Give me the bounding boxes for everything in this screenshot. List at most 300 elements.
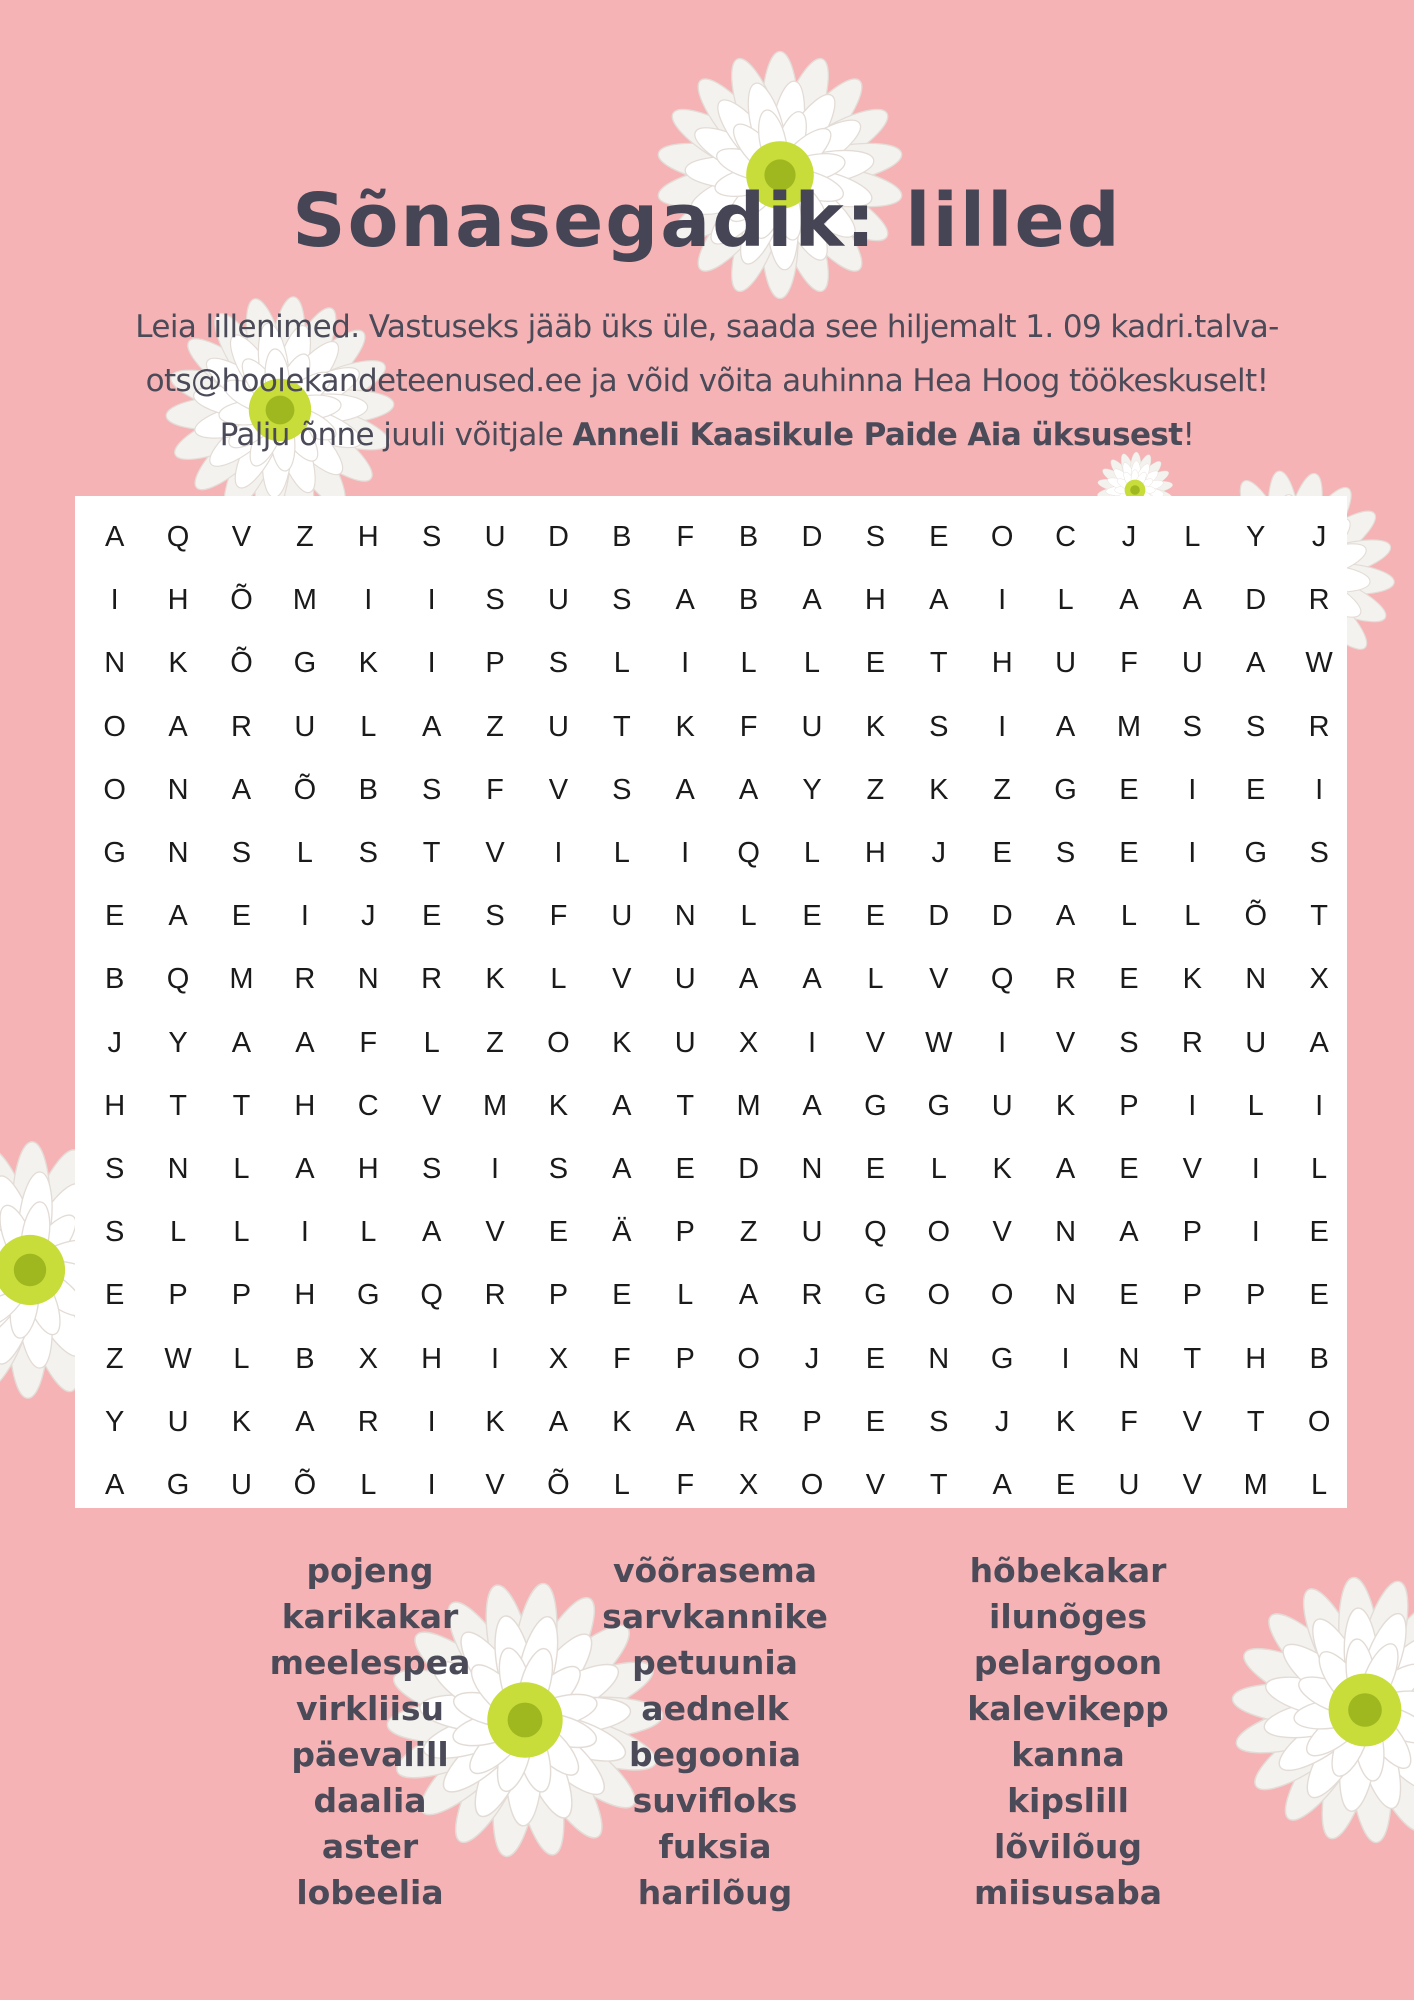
grid-letter[interactable]: A	[1055, 900, 1076, 933]
grid-letter[interactable]: J	[994, 1405, 1010, 1438]
grid-letter[interactable]: L	[867, 963, 884, 996]
grid-letter[interactable]: N	[801, 1152, 823, 1185]
grid-letter[interactable]: P	[675, 1342, 695, 1375]
grid-letter[interactable]: I	[998, 710, 1007, 743]
grid-letter[interactable]: A	[992, 1468, 1012, 1501]
grid-letter[interactable]: K	[1055, 1405, 1076, 1438]
grid-letter[interactable]: V	[231, 521, 252, 554]
grid-letter[interactable]: B	[295, 1342, 315, 1375]
grid-letter[interactable]: V	[992, 1216, 1012, 1249]
grid-letter[interactable]: O	[800, 1468, 824, 1501]
grid-letter[interactable]: F	[486, 773, 504, 806]
grid-letter[interactable]: L	[677, 1279, 694, 1312]
grid-letter[interactable]: I	[110, 584, 119, 617]
grid-letter[interactable]: S	[358, 837, 378, 870]
grid-letter[interactable]: S	[1055, 837, 1076, 870]
grid-letter[interactable]: Z	[296, 521, 314, 554]
grid-letter[interactable]: H	[294, 1089, 316, 1122]
grid-letter[interactable]: H	[357, 1152, 379, 1185]
grid-letter[interactable]: Z	[486, 710, 504, 743]
grid-letter[interactable]: Y	[1246, 521, 1266, 554]
grid-letter[interactable]: I	[364, 584, 373, 617]
grid-letter[interactable]: S	[865, 521, 886, 554]
grid-letter[interactable]: A	[1055, 1152, 1076, 1185]
grid-letter[interactable]: L	[1311, 1468, 1328, 1501]
grid-letter[interactable]: A	[105, 521, 125, 554]
grid-letter[interactable]: D	[1245, 584, 1267, 617]
grid-letter[interactable]: W	[1305, 647, 1333, 680]
grid-letter[interactable]: I	[1251, 1152, 1260, 1185]
grid-letter[interactable]: D	[738, 1152, 760, 1185]
grid-letter[interactable]: S	[231, 837, 252, 870]
grid-letter[interactable]: L	[296, 837, 313, 870]
grid-letter[interactable]: Z	[993, 773, 1012, 806]
grid-letter[interactable]: U	[484, 521, 506, 554]
grid-letter[interactable]: J	[931, 837, 947, 870]
grid-letter[interactable]: I	[300, 900, 309, 933]
grid-letter[interactable]: X	[358, 1342, 378, 1375]
grid-letter[interactable]: A	[168, 710, 188, 743]
grid-letter[interactable]: N	[167, 773, 189, 806]
grid-letter[interactable]: A	[1055, 710, 1076, 743]
grid-letter[interactable]: A	[105, 1468, 125, 1501]
grid-letter[interactable]: H	[991, 647, 1013, 680]
grid-letter[interactable]: M	[1116, 710, 1142, 743]
grid-letter[interactable]: E	[992, 837, 1012, 870]
grid-letter[interactable]: J	[107, 1026, 122, 1059]
grid-letter[interactable]: W	[925, 1026, 953, 1059]
grid-letter[interactable]: A	[738, 963, 759, 996]
grid-letter[interactable]: G	[990, 1342, 1014, 1375]
grid-letter[interactable]: K	[1182, 963, 1202, 996]
grid-letter[interactable]: A	[1119, 1216, 1139, 1249]
grid-letter[interactable]: E	[421, 900, 442, 933]
grid-letter[interactable]: R	[484, 1279, 506, 1312]
grid-letter[interactable]: B	[105, 963, 125, 996]
grid-letter[interactable]: T	[1246, 1405, 1265, 1438]
grid-letter[interactable]: V	[612, 963, 632, 996]
grid-letter[interactable]: Q	[737, 837, 760, 870]
grid-letter[interactable]: K	[612, 1405, 632, 1438]
grid-letter[interactable]: I	[427, 584, 436, 617]
grid-letter[interactable]: E	[1119, 1152, 1139, 1185]
grid-letter[interactable]: U	[1055, 647, 1077, 680]
grid-letter[interactable]: F	[676, 1468, 695, 1501]
grid-letter[interactable]: H	[421, 1342, 443, 1375]
grid-letter[interactable]: K	[548, 1089, 569, 1122]
grid-letter[interactable]: S	[421, 1152, 442, 1185]
grid-letter[interactable]: O	[1307, 1405, 1331, 1438]
grid-letter[interactable]: Õ	[293, 773, 317, 806]
grid-letter[interactable]: G	[927, 1089, 951, 1122]
grid-letter[interactable]: O	[927, 1279, 951, 1312]
grid-letter[interactable]: A	[802, 963, 822, 996]
grid-letter[interactable]: V	[1182, 1468, 1202, 1501]
grid-letter[interactable]: L	[550, 963, 567, 996]
grid-letter[interactable]: L	[1057, 584, 1074, 617]
grid-letter[interactable]: H	[104, 1089, 126, 1122]
grid-letter[interactable]: Z	[739, 1216, 758, 1249]
grid-letter[interactable]: L	[360, 1216, 377, 1249]
grid-letter[interactable]: F	[1120, 647, 1138, 680]
grid-letter[interactable]: S	[105, 1216, 125, 1249]
grid-letter[interactable]: X	[738, 1026, 759, 1059]
grid-letter[interactable]: O	[103, 710, 126, 743]
grid-letter[interactable]: V	[485, 1468, 505, 1501]
grid-letter[interactable]: Õ	[230, 647, 253, 680]
grid-letter[interactable]: U	[547, 584, 569, 617]
grid-letter[interactable]: A	[295, 1026, 315, 1059]
grid-letter[interactable]: H	[294, 1279, 316, 1312]
grid-letter[interactable]: P	[168, 1279, 188, 1312]
grid-letter[interactable]: O	[547, 1026, 570, 1059]
grid-letter[interactable]: I	[1188, 837, 1197, 870]
grid-letter[interactable]: S	[421, 521, 442, 554]
grid-letter[interactable]: N	[1055, 1279, 1077, 1312]
grid-letter[interactable]: A	[231, 1026, 252, 1059]
grid-letter[interactable]: Q	[166, 963, 190, 996]
grid-letter[interactable]: A	[1119, 584, 1139, 617]
grid-letter[interactable]: S	[1119, 1026, 1139, 1059]
grid-letter[interactable]: B	[738, 521, 759, 554]
grid-letter[interactable]: E	[612, 1279, 632, 1312]
grid-letter[interactable]: T	[169, 1089, 187, 1122]
grid-letter[interactable]: I	[681, 647, 690, 680]
grid-letter[interactable]: R	[294, 963, 316, 996]
grid-letter[interactable]: V	[929, 963, 949, 996]
grid-letter[interactable]: P	[231, 1279, 252, 1312]
grid-letter[interactable]: E	[548, 1216, 569, 1249]
grid-letter[interactable]: F	[676, 521, 695, 554]
grid-letter[interactable]: E	[1119, 773, 1139, 806]
grid-letter[interactable]: L	[1311, 1152, 1328, 1185]
grid-letter[interactable]: S	[612, 584, 632, 617]
grid-letter[interactable]: F	[549, 900, 568, 933]
grid-letter[interactable]: X	[1309, 963, 1329, 996]
grid-letter[interactable]: P	[1119, 1089, 1139, 1122]
grid-letter[interactable]: U	[1245, 1026, 1267, 1059]
grid-letter[interactable]: U	[801, 710, 823, 743]
grid-letter[interactable]: A	[421, 1216, 442, 1249]
grid-letter[interactable]: B	[358, 773, 378, 806]
grid-letter[interactable]: U	[674, 1026, 696, 1059]
grid-letter[interactable]: E	[865, 1342, 886, 1375]
grid-letter[interactable]: V	[548, 773, 569, 806]
grid-letter[interactable]: U	[991, 1089, 1013, 1122]
grid-letter[interactable]: E	[1055, 1468, 1076, 1501]
grid-letter[interactable]: K	[612, 1026, 632, 1059]
grid-letter[interactable]: E	[105, 1279, 125, 1312]
grid-letter[interactable]: I	[554, 837, 563, 870]
grid-letter[interactable]: L	[1120, 900, 1138, 933]
grid-letter[interactable]: E	[865, 900, 886, 933]
grid-letter[interactable]: I	[807, 1026, 817, 1059]
grid-letter[interactable]: O	[737, 1342, 760, 1375]
grid-letter[interactable]: Q	[420, 1279, 443, 1312]
grid-letter[interactable]: T	[612, 710, 631, 743]
grid-letter[interactable]: K	[485, 963, 505, 996]
grid-letter[interactable]: R	[421, 963, 443, 996]
grid-letter[interactable]: N	[1245, 963, 1267, 996]
grid-letter[interactable]: E	[231, 900, 252, 933]
grid-letter[interactable]: B	[612, 521, 632, 554]
grid-letter[interactable]: N	[1055, 1216, 1077, 1249]
grid-letter[interactable]: Z	[105, 1342, 124, 1375]
grid-letter[interactable]: Ä	[612, 1216, 632, 1249]
grid-letter[interactable]: A	[1309, 1026, 1329, 1059]
grid-letter[interactable]: H	[1245, 1342, 1267, 1375]
grid-letter[interactable]: U	[294, 710, 316, 743]
grid-letter[interactable]: O	[990, 521, 1014, 554]
grid-letter[interactable]: O	[927, 1216, 951, 1249]
grid-letter[interactable]: F	[1120, 1405, 1138, 1438]
grid-letter[interactable]: T	[929, 1468, 948, 1501]
grid-letter[interactable]: M	[229, 963, 254, 996]
grid-letter[interactable]: D	[928, 900, 950, 933]
grid-letter[interactable]: A	[612, 1089, 632, 1122]
grid-letter[interactable]: V	[865, 1468, 886, 1501]
grid-letter[interactable]: E	[1246, 773, 1266, 806]
grid-letter[interactable]: K	[358, 647, 378, 680]
grid-letter[interactable]: E	[865, 1152, 886, 1185]
grid-letter[interactable]: P	[1182, 1216, 1202, 1249]
grid-letter[interactable]: K	[929, 773, 949, 806]
grid-letter[interactable]: N	[357, 963, 379, 996]
grid-letter[interactable]: R	[357, 1405, 379, 1438]
grid-letter[interactable]: A	[548, 1405, 569, 1438]
grid-letter[interactable]: M	[1243, 1468, 1268, 1501]
grid-letter[interactable]: O	[103, 773, 126, 806]
grid-letter[interactable]: S	[548, 647, 569, 680]
grid-letter[interactable]: V	[865, 1026, 886, 1059]
grid-letter[interactable]: A	[675, 584, 695, 617]
grid-letter[interactable]: E	[1309, 1279, 1329, 1312]
grid-letter[interactable]: D	[991, 900, 1013, 933]
grid-letter[interactable]: T	[676, 1089, 695, 1122]
grid-letter[interactable]: U	[1118, 1468, 1140, 1501]
grid-letter[interactable]: Q	[990, 963, 1014, 996]
grid-letter[interactable]: I	[681, 837, 690, 870]
grid-letter[interactable]: V	[421, 1089, 442, 1122]
grid-letter[interactable]: U	[801, 1216, 823, 1249]
grid-letter[interactable]: S	[485, 900, 505, 933]
grid-letter[interactable]: L	[1184, 521, 1201, 554]
grid-letter[interactable]: L	[233, 1216, 250, 1249]
grid-letter[interactable]: K	[1055, 1089, 1076, 1122]
grid-letter[interactable]: R	[231, 710, 252, 743]
grid-letter[interactable]: L	[613, 837, 630, 870]
grid-letter[interactable]: K	[168, 647, 188, 680]
grid-letter[interactable]: O	[990, 1279, 1014, 1312]
grid-letter[interactable]: R	[738, 1405, 760, 1438]
grid-letter[interactable]: U	[231, 1468, 252, 1501]
grid-letter[interactable]: Z	[486, 1026, 504, 1059]
grid-letter[interactable]: I	[998, 584, 1007, 617]
grid-letter[interactable]: Y	[105, 1405, 125, 1438]
grid-letter[interactable]: A	[421, 710, 442, 743]
grid-letter[interactable]: P	[675, 1216, 695, 1249]
grid-letter[interactable]: B	[1309, 1342, 1329, 1375]
grid-letter[interactable]: K	[865, 710, 886, 743]
grid-letter[interactable]: C	[357, 1089, 379, 1122]
grid-letter[interactable]: T	[232, 1089, 251, 1122]
grid-letter[interactable]: I	[1061, 1342, 1070, 1375]
grid-letter[interactable]: I	[427, 1405, 436, 1438]
grid-letter[interactable]: X	[548, 1342, 569, 1375]
grid-letter[interactable]: P	[1182, 1279, 1202, 1312]
grid-letter[interactable]: E	[802, 900, 822, 933]
grid-letter[interactable]: A	[929, 584, 949, 617]
grid-letter[interactable]: Y	[168, 1026, 188, 1059]
grid-letter[interactable]: V	[485, 837, 505, 870]
grid-letter[interactable]: S	[105, 1152, 125, 1185]
grid-letter[interactable]: E	[1119, 837, 1139, 870]
grid-letter[interactable]: T	[1310, 900, 1328, 933]
grid-letter[interactable]: D	[547, 521, 569, 554]
grid-letter[interactable]: M	[482, 1089, 508, 1122]
grid-letter[interactable]: A	[675, 773, 695, 806]
grid-letter[interactable]: E	[105, 900, 125, 933]
grid-letter[interactable]: D	[801, 521, 823, 554]
grid-letter[interactable]: E	[1119, 1279, 1139, 1312]
grid-letter[interactable]: T	[1183, 1342, 1202, 1375]
grid-letter[interactable]: N	[674, 900, 696, 933]
grid-letter[interactable]: N	[167, 837, 189, 870]
grid-letter[interactable]: I	[1315, 773, 1324, 806]
grid-letter[interactable]: A	[738, 1279, 759, 1312]
grid-letter[interactable]: U	[674, 963, 696, 996]
grid-letter[interactable]: G	[1054, 773, 1077, 806]
grid-letter[interactable]: L	[930, 1152, 947, 1185]
grid-letter[interactable]: G	[1244, 837, 1267, 870]
grid-letter[interactable]: I	[1315, 1089, 1324, 1122]
grid-letter[interactable]: A	[1246, 647, 1266, 680]
grid-letter[interactable]: A	[612, 1152, 632, 1185]
grid-letter[interactable]: L	[233, 1342, 250, 1375]
grid-letter[interactable]: Q	[864, 1216, 887, 1249]
grid-letter[interactable]: V	[1182, 1152, 1202, 1185]
grid-letter[interactable]: G	[103, 837, 126, 870]
grid-letter[interactable]: P	[802, 1405, 822, 1438]
grid-letter[interactable]: S	[1309, 837, 1329, 870]
grid-letter[interactable]: E	[865, 1405, 886, 1438]
grid-letter[interactable]: K	[675, 710, 695, 743]
grid-letter[interactable]: K	[231, 1405, 252, 1438]
grid-letter[interactable]: I	[1188, 1089, 1197, 1122]
grid-letter[interactable]: P	[548, 1279, 569, 1312]
grid-letter[interactable]: I	[491, 1342, 500, 1375]
grid-letter[interactable]: L	[423, 1026, 440, 1059]
grid-letter[interactable]: M	[292, 584, 317, 617]
grid-letter[interactable]: H	[864, 837, 886, 870]
grid-letter[interactable]: L	[613, 647, 630, 680]
grid-letter[interactable]: V	[485, 1216, 505, 1249]
grid-letter[interactable]: G	[864, 1089, 887, 1122]
grid-letter[interactable]: S	[929, 1405, 949, 1438]
grid-letter[interactable]: N	[928, 1342, 950, 1375]
grid-letter[interactable]: S	[548, 1152, 569, 1185]
grid-letter[interactable]: F	[359, 1026, 378, 1059]
grid-letter[interactable]: J	[361, 900, 376, 933]
grid-letter[interactable]: N	[1118, 1342, 1140, 1375]
grid-letter[interactable]: Z	[866, 773, 885, 806]
grid-letter[interactable]: I	[427, 647, 436, 680]
grid-letter[interactable]: I	[1251, 1216, 1260, 1249]
grid-letter[interactable]: I	[1188, 773, 1197, 806]
grid-letter[interactable]: R	[1308, 584, 1330, 617]
grid-letter[interactable]: V	[1055, 1026, 1076, 1059]
grid-letter[interactable]: F	[612, 1342, 631, 1375]
grid-letter[interactable]: G	[356, 1279, 380, 1312]
grid-letter[interactable]: S	[929, 710, 949, 743]
grid-letter[interactable]: A	[231, 773, 252, 806]
grid-letter[interactable]: E	[675, 1152, 695, 1185]
grid-letter[interactable]: Õ	[230, 584, 253, 617]
grid-letter[interactable]: A	[295, 1152, 315, 1185]
grid-letter[interactable]: I	[427, 1468, 436, 1501]
grid-letter[interactable]: V	[1182, 1405, 1202, 1438]
grid-letter[interactable]: A	[1182, 584, 1202, 617]
grid-letter[interactable]: Õ	[293, 1468, 317, 1501]
grid-letter[interactable]: A	[738, 773, 759, 806]
grid-letter[interactable]: A	[295, 1405, 315, 1438]
grid-letter[interactable]: B	[738, 584, 759, 617]
grid-letter[interactable]: E	[929, 521, 949, 554]
grid-letter[interactable]: G	[864, 1279, 887, 1312]
grid-letter[interactable]: T	[929, 647, 948, 680]
grid-letter[interactable]: U	[611, 900, 633, 933]
grid-letter[interactable]: L	[1184, 900, 1201, 933]
grid-letter[interactable]: R	[1308, 710, 1330, 743]
grid-letter[interactable]: W	[164, 1342, 192, 1375]
grid-letter[interactable]: A	[802, 1089, 822, 1122]
grid-letter[interactable]: R	[1055, 963, 1077, 996]
grid-letter[interactable]: C	[1055, 521, 1077, 554]
grid-letter[interactable]: S	[1182, 710, 1202, 743]
grid-letter[interactable]: K	[992, 1152, 1012, 1185]
grid-letter[interactable]: G	[166, 1468, 190, 1501]
grid-letter[interactable]: E	[1309, 1216, 1329, 1249]
grid-letter[interactable]: T	[422, 837, 441, 870]
grid-letter[interactable]: H	[357, 521, 379, 554]
grid-letter[interactable]: L	[170, 1216, 187, 1249]
grid-letter[interactable]: U	[1181, 647, 1203, 680]
grid-letter[interactable]: R	[1181, 1026, 1203, 1059]
grid-letter[interactable]: L	[360, 1468, 377, 1501]
grid-letter[interactable]: A	[675, 1405, 695, 1438]
grid-letter[interactable]: Q	[166, 521, 190, 554]
grid-letter[interactable]: E	[1119, 963, 1139, 996]
grid-letter[interactable]: L	[740, 900, 757, 933]
grid-letter[interactable]: L	[360, 710, 377, 743]
grid-letter[interactable]: L	[613, 1468, 630, 1501]
grid-letter[interactable]: L	[740, 647, 757, 680]
grid-letter[interactable]: H	[864, 584, 886, 617]
grid-letter[interactable]: N	[167, 1152, 189, 1185]
grid-letter[interactable]: K	[485, 1405, 505, 1438]
grid-letter[interactable]: S	[612, 773, 632, 806]
grid-letter[interactable]: U	[547, 710, 569, 743]
grid-letter[interactable]: L	[233, 1152, 250, 1185]
grid-letter[interactable]: L	[803, 647, 821, 680]
grid-letter[interactable]: I	[998, 1026, 1007, 1059]
grid-letter[interactable]: U	[167, 1405, 189, 1438]
grid-letter[interactable]: J	[804, 1342, 820, 1375]
grid-letter[interactable]: I	[491, 1152, 500, 1185]
grid-letter[interactable]: G	[293, 647, 317, 680]
grid-letter[interactable]: X	[738, 1468, 759, 1501]
grid-letter[interactable]: P	[485, 647, 505, 680]
